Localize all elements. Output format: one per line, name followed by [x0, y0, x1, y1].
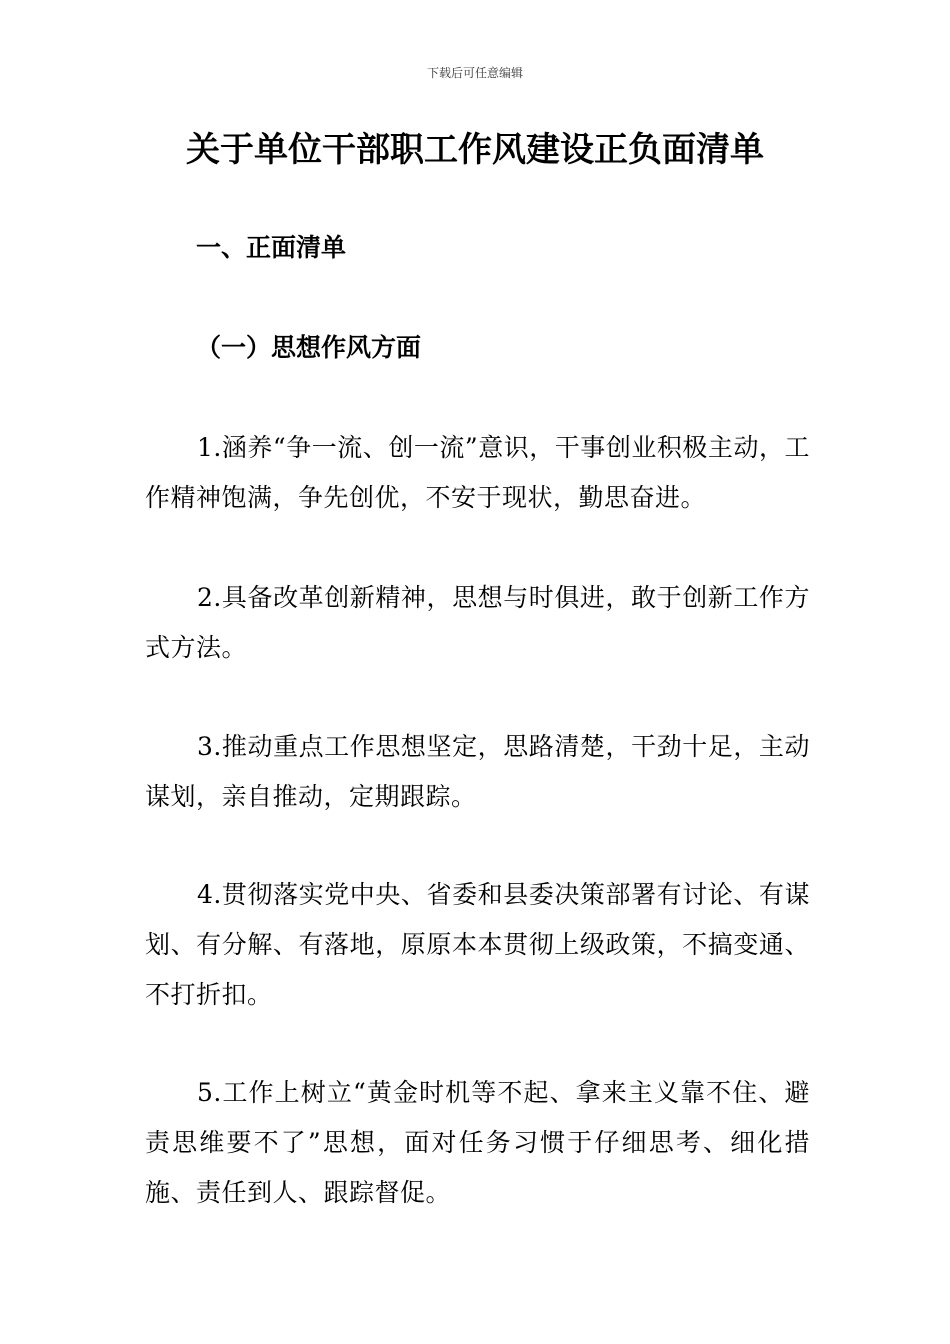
- list-item: 2.具备改革创新精神，思想与时俱进，敢于创新工作方式方法。: [145, 583, 810, 662]
- header-note: 下载后可任意编辑: [426, 66, 523, 80]
- subsection-heading-ideological-style: （一）思想作风方面: [196, 333, 422, 362]
- list-item: 5.工作上树立“黄金时机等不起、拿来主义靠不住、避责思维要不了”思想，面对任务习惯于仔细思考、细化措施、责任到人、跟踪督促。: [145, 1078, 810, 1207]
- list-item: 3.推动重点工作思想坚定，思路清楚，干劲十足，主动谋划，亲自推动，定期跟踪。: [145, 732, 810, 811]
- document-title: 关于单位干部职工作风建设正负面清单: [186, 130, 764, 170]
- section-heading-positive-list: 一、正面清单: [196, 233, 347, 262]
- list-item: 4.贯彻落实党中央、省委和县委决策部署有讨论、有谋划、有分解、有落地，原原本本贯彻上级政策，不搞变通、不打折扣。: [145, 880, 810, 1009]
- list-item: 1.涵养“争一流、创一流”意识，干事创业积极主动，工作精神饱满，争先创优，不安于现状，勤思奋进。: [145, 433, 810, 512]
